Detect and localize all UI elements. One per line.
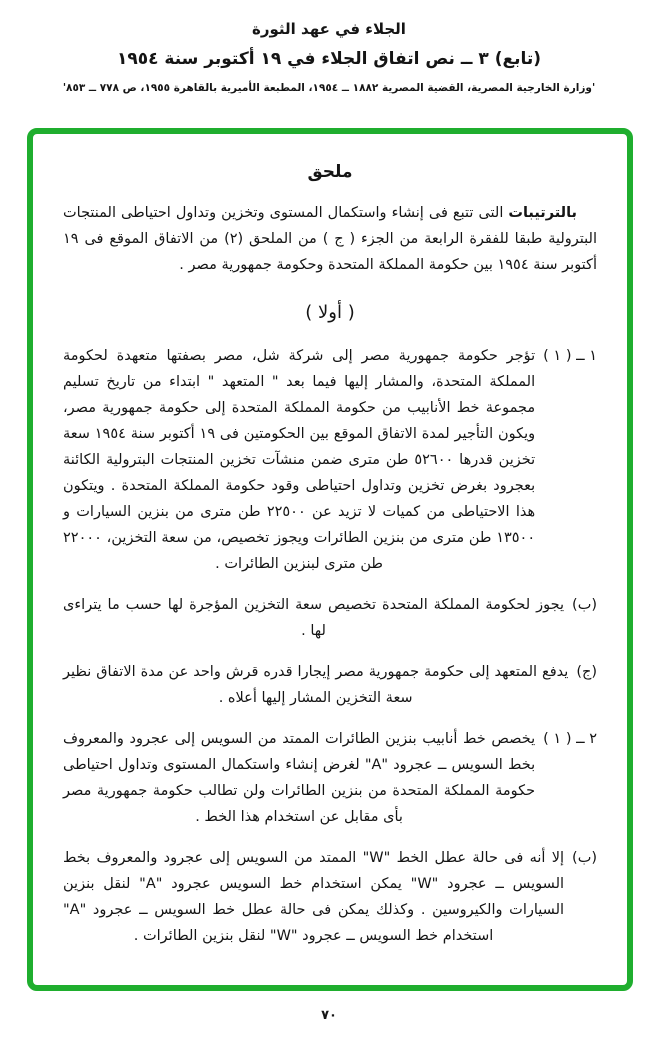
book-title: الجلاء في عهد الثورة (252, 20, 406, 38)
page-number: ٧٠ (321, 1008, 337, 1023)
item-marker: ٢ ــ ( ١ ) (543, 731, 597, 747)
annex-item (63, 845, 597, 949)
item-text: تؤجر حكومة جمهورية مصر إلى شركة شل، مصر بصفتها متعهدة لحكومة المملكة المتحدة، والمشار إليها فيما بعد " المتعهد " ابتداء من تاريخ تسليم مجموعة خط الأنابيب من حكومة المملكة المتحدة إلى حكومة جمهورية مصر، ويكون التأجير لمدة الاتفاق الموقع بين الحكومتين فى ١٩ أكتوبر سنة ١٩٥٤ سعة تخزين قدرها ٥٢٦٠٠ طن مترى ضمن منشآت تخزين المنتجات البترولية الكائنة بعجرود بغرض تخزين وتداول احتياطى وقود حكومة المملكة المتحدة . ويتكون هذا الاحتياطى من كميات لا تزيد عن ٢٢٥٠٠ طن مترى من بنزين السيارات و ١٣٥٠٠ طن مترى من بنزين الطائرات ويجوز تخصيص، من سعة التخزين، ٢٢٠٠٠ طن مترى لبنزين الطائرات . (63, 348, 536, 572)
item-marker: (ب) (572, 597, 597, 613)
page-header (0, 0, 658, 94)
annex-box (27, 128, 633, 991)
part-heading: ( أولا ) (305, 302, 355, 323)
intro-rest: التى تتبع فى إنشاء واستكمال المستوى وتخزين وتداول احتياطى المنتجات البترولية طبقا للفقرة الرابعة من الجزء ( ج ) من الملحق (٢) من الاتفاق الموقع فى ١٩ أكتوبر سنة ١٩٥٤ بين حكومة المملكة المتحدة وحكومة جمهورية مصر . (63, 205, 597, 273)
item-marker: (ج) (576, 664, 597, 680)
annex-intro (63, 200, 597, 278)
item-text: يخصص خط أنابيب بنزين الطائرات الممتد من السويس إلى عجرود والمعروف بخط السويس ــ عجرود "A" لغرض إنشاء واستكمال المستوى وتداول احتياطى حكومة المملكة المتحدة من بنزين الطائرات ولن تطالب حكومة جمهورية مصر بأى مقابل عن استخدام هذا الخط . (63, 731, 536, 825)
item-text: إلا أنه فى حالة عطل الخط "W" الممتد من السويس إلى عجرود والمعروف بخط السويس ــ عجرود "W" يمكن استخدام خط السويس عجرود "A" لنقل بنزين السيارات والكيروسين . وكذلك يمكن فى حالة عطل خط السويس ــ عجرود "A" استخدام خط السويس ــ عجرود "W" لنقل بنزين الطائرات . (63, 850, 565, 944)
annex-item (63, 726, 597, 830)
annex-item (63, 659, 597, 711)
intro-lead-word: بالترتيبات (508, 205, 577, 221)
item-marker: (ب) (572, 850, 597, 866)
annex-items (63, 343, 597, 949)
item-text: يجوز لحكومة المملكة المتحدة تخصيص سعة التخزين المؤجرة لها حسب ما يتراءى لها . (63, 597, 565, 639)
section-title: (تابع) ٣ ــ نص اتفاق الجلاء في ١٩ أكتوبر سنة ١٩٥٤ (116, 49, 542, 69)
annex-item (63, 343, 597, 577)
item-marker: ١ ــ ( ١ ) (543, 348, 597, 364)
item-text: يدفع المتعهد إلى حكومة جمهورية مصر إيجارا قدره قرش واحد عن مدة الاتفاق نظير سعة التخزين المشار إليها أعلاه . (63, 664, 569, 706)
annex-heading: ملحق (307, 162, 353, 182)
source-citation: 'وزارة الخارجية المصرية، القضية المصرية ١٨٨٢ ــ ١٩٥٤، المطبعة الأميرية بالقاهرة ١٩٥٥، ص ٧٧٨ ــ ٨٥٣' (62, 82, 596, 94)
annex-item (63, 592, 597, 644)
